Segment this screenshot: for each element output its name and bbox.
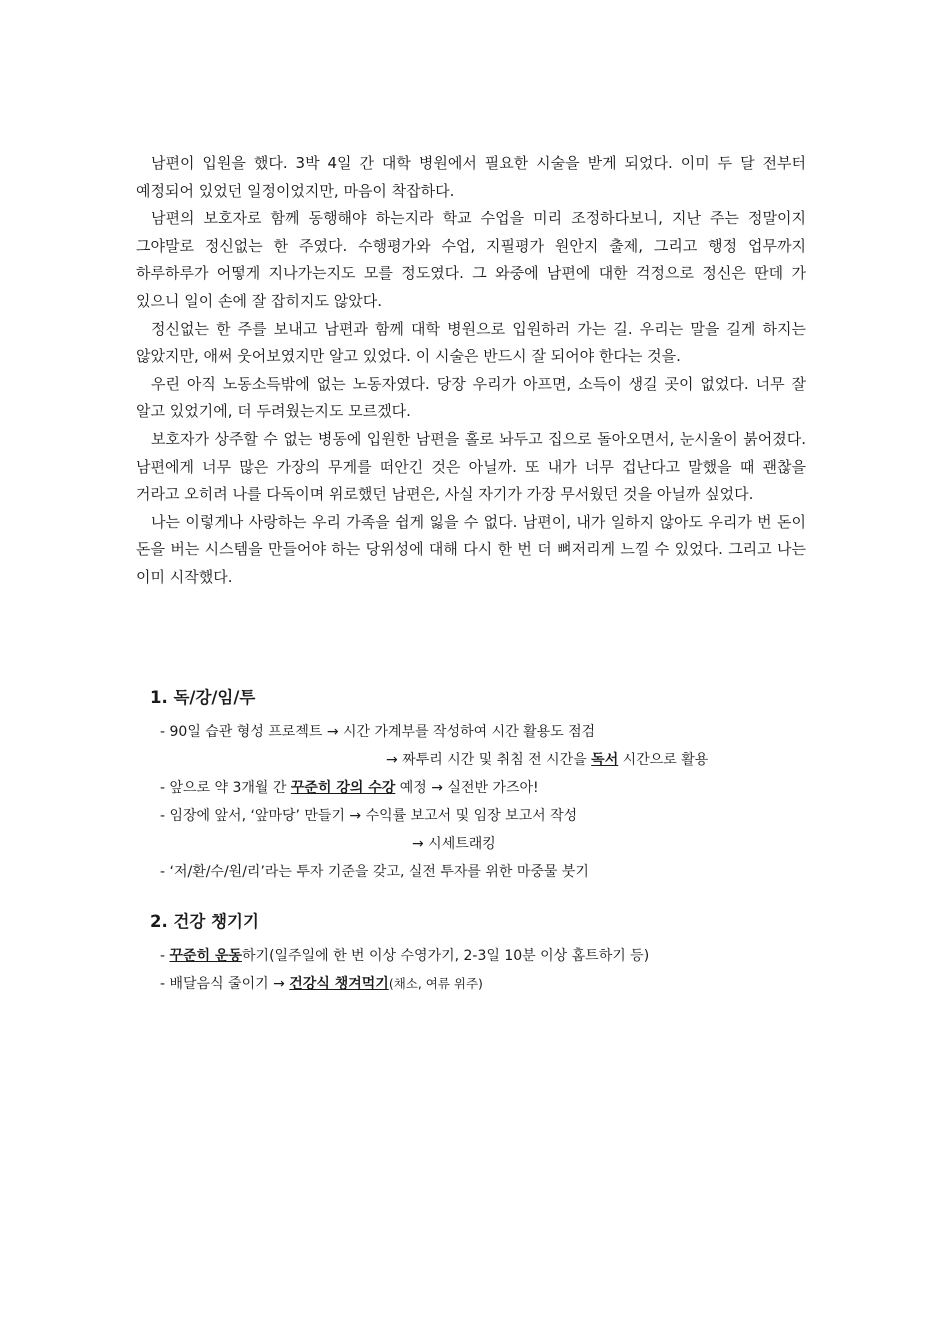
paragraph: 정신없는 한 주를 보내고 남편과 함께 대학 병원으로 입원하러 가는 길. 우리는 말을 길게 하지는 않았지만, 애써 웃어보였지만 알고 있었다. 이 시술은 반드시 잘 되어야 한다는 것을. (136, 319, 806, 366)
essay-body (136, 150, 806, 592)
section-heading: 2. 건강 챙기기 (150, 912, 259, 931)
list-item-continuation: → 시세트래킹 (412, 836, 496, 852)
paragraph: 우린 아직 노동소득밖에 없는 노동자였다. 당장 우리가 아프면, 소득이 생길 곳이 없었다. 너무 잘 알고 있었기에, 더 두려웠는지도 모르겠다. (136, 374, 806, 421)
list-item: - 앞으로 약 3개월 간 꾸준히 강의 수강 예정 → 실전반 가즈아! (160, 780, 539, 796)
paragraph: 보호자가 상주할 수 없는 병동에 입원한 남편을 홀로 놔두고 집으로 돌아오면서, 눈시울이 붉어졌다. 남편에게 너무 많은 가장의 무게를 떠안긴 것은 아닐까. 또 내가 너무 겁난다고 말했을 때 괜찮을 거라고 오히려 나를 다독이며 위로했던 남편은, 사실 자기가 가장 무서웠던 것을 아닐까 싶었다. (136, 429, 806, 504)
section-reading-study (136, 684, 826, 886)
list-item: - 배달음식 줄이기 → 건강식 챙겨먹기(채소, 여류 위주) (160, 976, 483, 992)
list-item: - 임장에 앞서, ‘앞마당’ 만들기 → 수익률 보고서 및 임장 보고서 작성 (160, 808, 578, 824)
emphasis-text: 꾸준히 운동 (169, 948, 243, 964)
list-item-continuation: → 짜투리 시간 및 취침 전 시간을 독서 시간으로 활용 (386, 752, 709, 768)
emphasis-text: 꾸준히 강의 수강 (290, 780, 396, 796)
paragraph: 남편의 보호자로 함께 동행해야 하는지라 학교 수업을 미리 조정하다보니, 지난 주는 정말이지 그야말로 정신없는 한 주였다. 수행평가와 수업, 지필평가 원안지 출제, 그리고 행정 업무까지 하루하루가 어떻게 지나가는지도 모를 정도였다. 그 와중에 남편에 대한 걱정으로 정신은 딴데 가 있으니 일이 손에 잘 잡히지도 않았다. (136, 209, 806, 310)
paragraph: 남편이 입원을 했다. 3박 4일 간 대학 병원에서 필요한 시술을 받게 되었다. 이미 두 달 전부터 예정되어 있었던 일정이었지만, 마음이 착잡하다. (136, 154, 806, 200)
emphasis-text: 독서 (591, 752, 619, 768)
list-item: - 꾸준히 운동하기(일주일에 한 번 이상 수영가기, 2-3일 10분 이상 홈트하기 등) (160, 948, 650, 964)
paragraph: 나는 이렇게나 사랑하는 우리 가족을 쉽게 잃을 수 없다. 남편이, 내가 일하지 않아도 우리가 번 돈이 돈을 버는 시스템을 만들어야 하는 당위성에 대해 다시 한 번 더 뼈저리게 느낄 수 있었다. 그리고 나는 이미 시작했다. (136, 512, 806, 586)
list-item: - 90일 습관 형성 프로젝트 → 시간 가계부를 작성하여 시간 활용도 점검 (160, 724, 596, 740)
emphasis-text: 건강식 챙겨먹기 (289, 976, 389, 992)
section-heading: 1. 독/강/임/투 (150, 688, 256, 707)
list-item: - ‘저/환/수/원/리’라는 투자 기준을 갖고, 실전 투자를 위한 마중물 붓기 (160, 864, 589, 880)
section-health (136, 908, 826, 998)
